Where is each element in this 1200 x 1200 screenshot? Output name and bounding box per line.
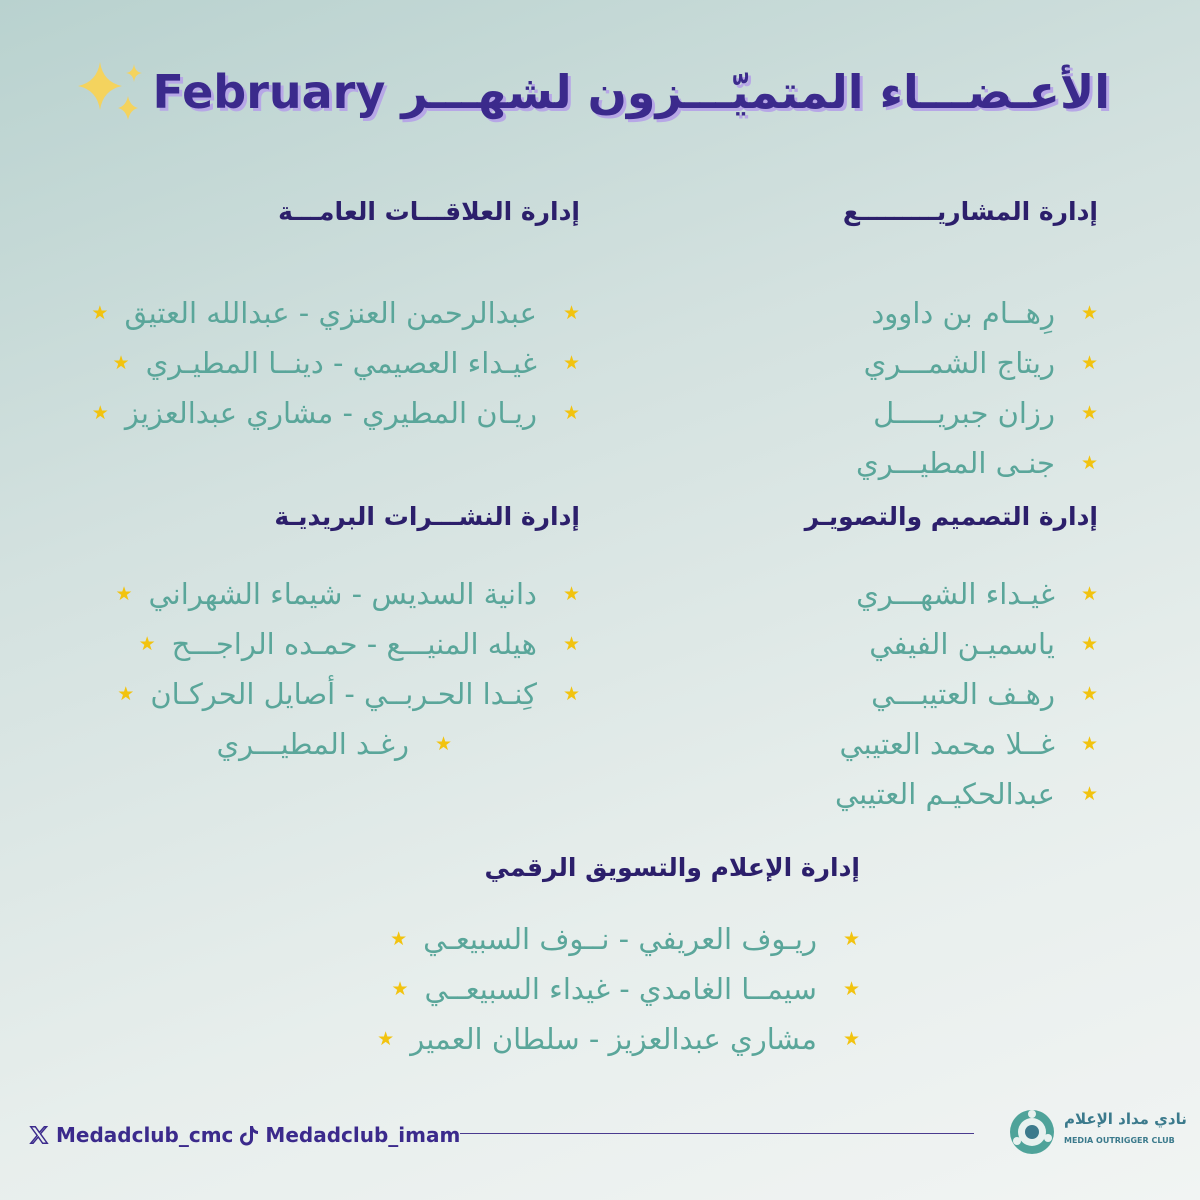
dept-title-projects: إدارة المشاريـــــــــع <box>842 197 1098 226</box>
section-design <box>805 497 1098 819</box>
list-item: ★ مشاري عبدالعزيز - سلطان العمير ★ <box>377 1022 860 1056</box>
list-item: ★ رهـف العتيبـــي <box>871 677 1098 711</box>
tiktok-handle[interactable]: Medadclub_imam <box>265 1123 461 1147</box>
list-item: ★ غــلا محمد العتيبي <box>839 727 1098 761</box>
star-icon: ★ <box>1080 301 1098 324</box>
list-item: ★ رغـد المطيـــري <box>216 727 452 761</box>
list-item: ★ عبدالحكيـم العتيبي <box>834 777 1098 811</box>
star-icon: ★ <box>1080 351 1098 374</box>
list-item: ★ عبدالرحمن العنزي - عبدالله العتيق ★ <box>91 296 580 330</box>
list-item: ★ سيمــا الغامدي - غيداء السبيعــي ★ <box>391 972 860 1006</box>
star-icon: ★ <box>562 401 580 424</box>
star-icon: ★ <box>562 582 580 605</box>
x-handle[interactable]: Medadclub_cmc <box>56 1123 234 1147</box>
star-icon: ★ <box>377 1027 395 1050</box>
list-item: ★ ياسميـن الفيفي <box>869 627 1098 661</box>
star-icon: ★ <box>1080 682 1098 705</box>
star-icon: ★ <box>562 301 580 324</box>
club-logo <box>1008 1104 1187 1164</box>
section-projects <box>843 192 1098 488</box>
list-item: ★ كِنـدا الحـربــي - أصايل الحركـان ★ <box>117 677 580 711</box>
star-icon: ★ <box>842 927 860 950</box>
star-icon: ★ <box>1080 401 1098 424</box>
star-icon: ★ <box>562 682 580 705</box>
star-icon: ★ <box>1080 451 1098 474</box>
club-logo-icon <box>1008 1108 1056 1156</box>
list-item: ★ هيله المنيـــع - حمـده الراجـــح ★ <box>138 627 580 661</box>
club-name-arabic: نادي مداد الإعلام <box>1064 1110 1187 1128</box>
page-title: الأعـضـــاء المتميّـــزون لشهـــر February <box>152 65 1110 119</box>
club-name-english: MEDIA OUTRIGGER CLUB <box>1064 1136 1175 1145</box>
section-media <box>377 848 860 1064</box>
star-icon: ★ <box>138 632 156 655</box>
star-icon: ★ <box>391 977 409 1000</box>
star-icon: ★ <box>562 632 580 655</box>
star-icon: ★ <box>1080 782 1098 805</box>
star-icon: ★ <box>117 682 135 705</box>
list-item: ★ ريتاج الشمـــري <box>863 346 1098 380</box>
list-item: ★ جنـى المطيـــري <box>856 446 1098 480</box>
star-icon: ★ <box>1080 732 1098 755</box>
list-item: ★ ريـوف العريفي - نــوف السبيعـي ★ <box>390 922 860 956</box>
dept-title-newsletters: إدارة النشـــرات البريديـة <box>274 502 580 531</box>
star-icon: ★ <box>91 301 109 324</box>
star-icon: ★ <box>1080 632 1098 655</box>
star-icon: ★ <box>1080 582 1098 605</box>
list-item: ★ ريـان المطيري - مشاري عبدالعزيز ★ <box>91 396 580 430</box>
x-logo-icon <box>28 1124 50 1146</box>
star-icon: ★ <box>91 401 109 424</box>
social-handles <box>28 1118 460 1152</box>
section-newsletters <box>115 497 580 769</box>
tiktok-logo-icon <box>239 1124 259 1146</box>
list-item: ★ رزان جبريـــــل <box>873 396 1098 430</box>
list-item: ★ غيـداء العصيمي - دينــا المطيـري ★ <box>112 346 580 380</box>
dept-title-design: إدارة التصميم والتصويـر <box>804 502 1098 531</box>
star-icon: ★ <box>434 732 452 755</box>
star-icon: ★ <box>115 582 133 605</box>
sparkles-icon <box>72 58 152 122</box>
star-icon: ★ <box>562 351 580 374</box>
dept-title-public-relations: إدارة العلاقـــات العامـــة <box>278 197 580 226</box>
list-item: ★ دانية السديس - شيماء الشهراني ★ <box>115 577 580 611</box>
footer-divider <box>460 1133 974 1134</box>
star-icon: ★ <box>842 1027 860 1050</box>
section-public-relations <box>91 192 580 438</box>
star-icon: ★ <box>842 977 860 1000</box>
star-icon: ★ <box>112 351 130 374</box>
list-item: ★ غيـداء الشهـــري <box>856 577 1098 611</box>
dept-title-media: إدارة الإعلام والتسويق الرقمي <box>484 853 860 882</box>
list-item: ★ رِهــام بن داوود <box>871 296 1098 330</box>
star-icon: ★ <box>390 927 408 950</box>
